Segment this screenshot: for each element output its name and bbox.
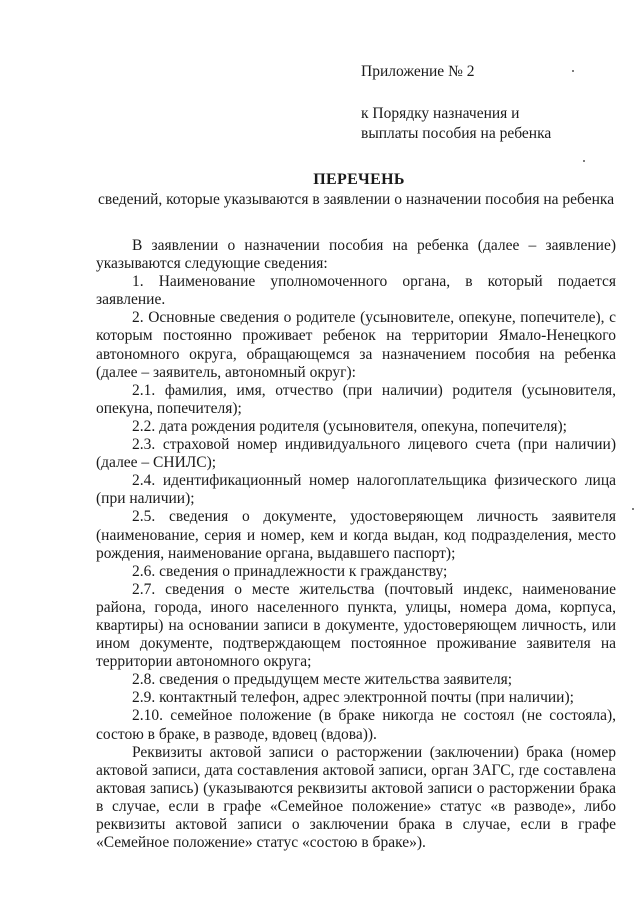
paragraph-item-2: 2. Основные сведения о родителе (усыновителе, опекуне, попечителе), с которым постоянно проживает ребенок на территории Ямало-Ненецкого автономного округа, обращающемся за назначением пособия на ребенка (далее – заявитель, автономный округ): — [96, 309, 616, 381]
paragraph-item-2-4: 2.4. идентификационный номер налогоплательщика физического лица (при наличии); — [96, 472, 616, 508]
document-title: ПЕРЕЧЕНЬ — [313, 171, 405, 188]
scan-speck — [583, 160, 585, 162]
paragraph-item-2-1: 2.1. фамилия, имя, отчество (при наличии) родителя (усыновителя, опекуна, попечителя); — [96, 381, 616, 417]
paragraph-item-2-10: 2.10. семейное положение (в браке никогда не состоял (не состояла), состою в браке, в разводе, вдовец (вдова)). — [96, 707, 616, 743]
paragraph-item-2-7: 2.7. сведения о месте жительства (почтовый индекс, наименование района, города, иного населенного пункта, улицы, номера дома, корпуса, квартиры) на основании записи в документе, удостоверяющем личность, или ином документе, подтверждающем постоянное проживание заявителя на территории автономного округа; — [96, 580, 616, 671]
paragraph-item-2-2: 2.2. дата рождения родителя (усыновителя, опекуна, попечителя); — [132, 417, 567, 435]
document-subtitle: сведений, которые указываются в заявлении о назначении пособия на ребенка — [98, 191, 615, 208]
appendix-line-2: выплаты пособия на ребенка — [361, 125, 552, 142]
appendix-line-1: к Порядку назначения и — [361, 105, 520, 122]
document-body — [96, 237, 616, 852]
paragraph-item-2-3: 2.3. страховой номер индивидуального лицевого счета (при наличии) (далее – СНИЛС); — [96, 436, 616, 472]
appendix-number: Приложение № 2 — [361, 63, 475, 80]
paragraph-item-1: 1. Наименование уполномоченного органа, в который подается заявление. — [96, 273, 616, 309]
paragraph-item-2-5: 2.5. сведения о документе, удостоверяющем личность заявителя (наименование, серия и номер, кем и когда выдан, код подразделения, место рождения, наименование органа, выдавшего паспорт); — [96, 508, 616, 562]
paragraph-intro: В заявлении о назначении пособия на ребенка (далее – заявление) указываются следующие сведения: — [96, 237, 616, 273]
paragraph-marriage-record: Реквизиты актовой записи о расторжении (заключении) брака (номер актовой записи, дата составления актовой записи, орган ЗАГС, где составлена актовая запись) (указываются реквизиты актовой записи о расторжении брака в случае, если в графе «Семейное положение» статус «в разводе», либо реквизиты актовой записи о заключении брака в случае, если в графе «Семейное положение» статус «состою в браке»). — [96, 743, 616, 852]
paragraph-item-2-6: 2.6. сведения о принадлежности к гражданству; — [132, 562, 448, 580]
paragraph-item-2-8: 2.8. сведения о предыдущем месте жительства заявителя; — [132, 671, 513, 689]
appendix-header — [361, 62, 551, 144]
scan-speck — [632, 508, 634, 510]
scan-speck — [572, 70, 574, 72]
paragraph-item-2-9: 2.9. контактный телефон, адрес электронной почты (при наличии); — [132, 689, 574, 707]
